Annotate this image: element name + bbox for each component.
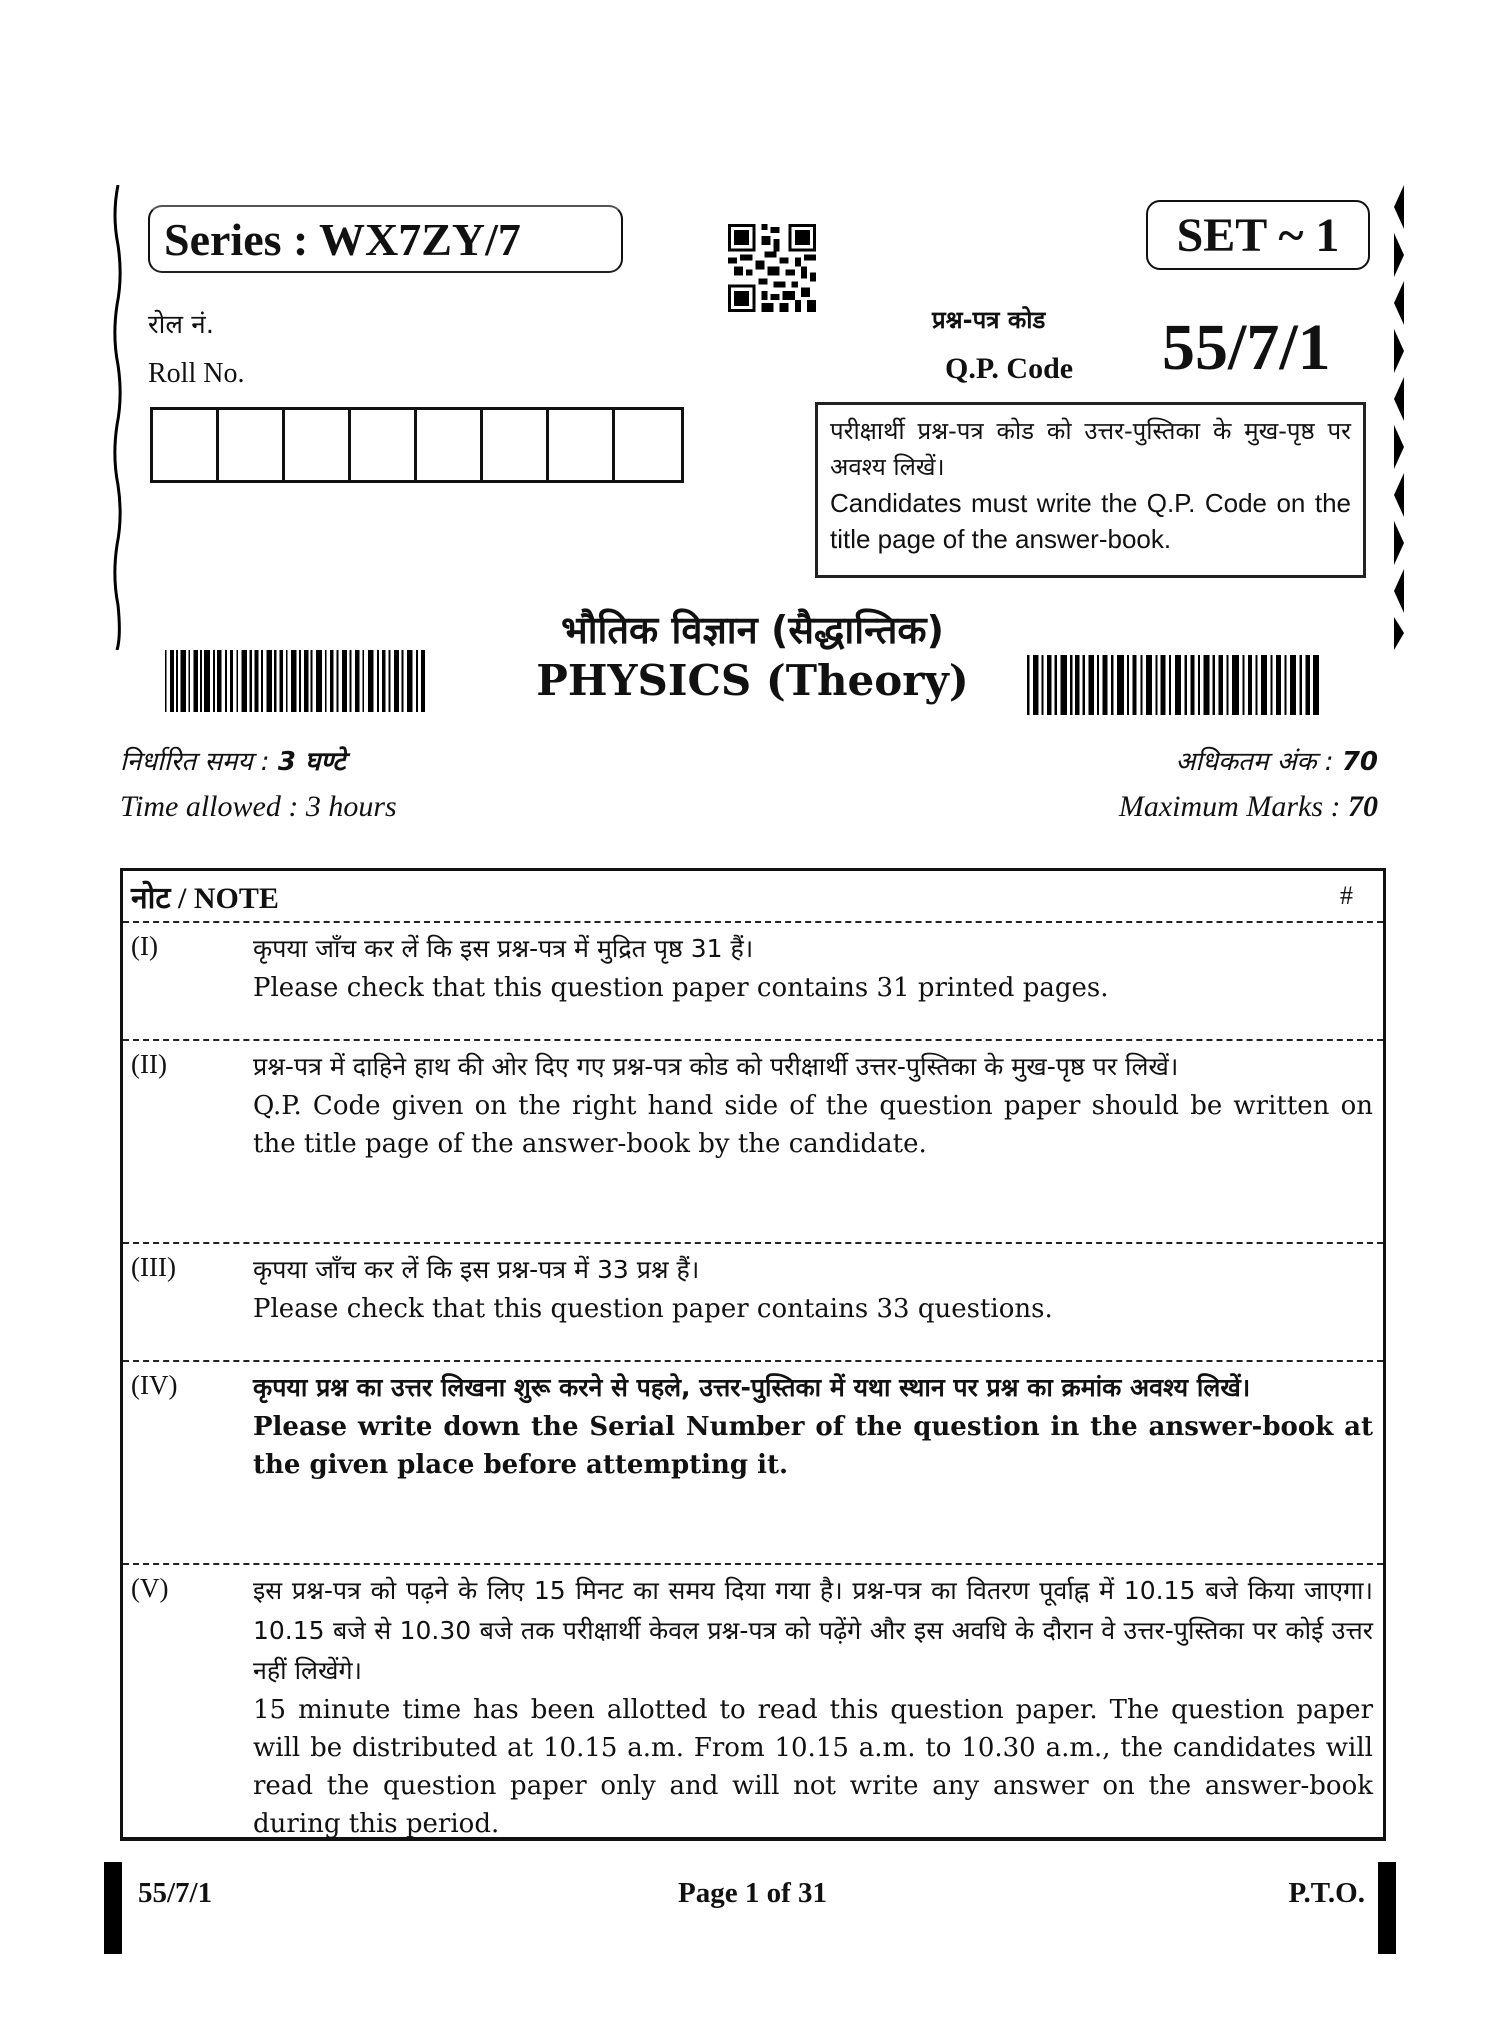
qp-code-label-hindi: प्रश्न-पत्र कोड — [932, 306, 1046, 334]
right-border-decoration-icon — [1390, 185, 1406, 650]
max-marks — [1119, 790, 1378, 824]
subject-title-hindi: भौतिक विज्ञान (सैद्धान्तिक) — [561, 608, 944, 652]
note-item-number: (IV) — [131, 1370, 178, 1400]
note-item-number: (II) — [131, 1049, 167, 1079]
marks-label: Maximum Marks : — [1118, 790, 1348, 823]
qp-code-label: Q.P. Code — [945, 352, 1074, 385]
note-item-number: (III) — [131, 1252, 176, 1282]
time-label-hindi: निर्धारित समय : — [120, 747, 278, 777]
page-number: Page 1 of 31 — [678, 1877, 827, 1909]
time-value-hindi: 3 घण्टे — [277, 747, 346, 777]
footer-qp-code: 55/7/1 — [138, 1877, 213, 1909]
time-allowed — [120, 790, 397, 824]
roll-no-digit-box[interactable] — [417, 410, 483, 480]
note-item-english: Q.P. Code given on the right hand side of the question paper should be written on the title page of the answer-book by the candidate. — [253, 1091, 1373, 1159]
subject-title: PHYSICS (Theory) — [536, 656, 969, 705]
note-title: नोट / NOTE — [131, 881, 279, 915]
roll-no-label-hindi: रोल नं. — [148, 310, 214, 340]
note-item-number: (I) — [131, 931, 158, 961]
set-box — [1146, 200, 1370, 270]
note-item-hindi: कृपया जाँच कर लें कि इस प्रश्न-पत्र में 33 प्रश्न हैं। — [253, 1255, 700, 1284]
roll-no-label: Roll No. — [148, 358, 245, 389]
time-label: Time allowed : — [120, 790, 306, 823]
note-item-hindi: कृपया जाँच कर लें कि इस प्रश्न-पत्र में मुद्रित पृष्ठ 31 हैं। — [253, 934, 754, 963]
barcode-icon — [1027, 655, 1319, 715]
qp-code-value: 55/7/1 — [1162, 311, 1331, 384]
barcode-icon — [165, 650, 425, 712]
note-item-hindi: प्रश्न-पत्र में दाहिने हाथ की ओर दिए गए प्रश्न-पत्र कोड को परीक्षार्थी उत्तर-पुस्तिका के मुख-पृष्ठ पर लिखें। — [253, 1052, 1179, 1081]
roll-no-digit-box[interactable] — [549, 410, 615, 480]
pto-label: P.T.O. — [1288, 1877, 1365, 1909]
roll-no-boxes — [150, 407, 684, 483]
qr-code-icon — [728, 224, 816, 312]
roll-no-digit-box[interactable] — [285, 410, 351, 480]
footer-bar-right — [1378, 1862, 1396, 1954]
hash-symbol: # — [1340, 881, 1353, 910]
note-item-english: Please write down the Serial Number of the question in the answer-book at the given place before attempting it. — [253, 1412, 1373, 1480]
note-item-english: Please check that this question paper contains 31 printed pages. — [253, 973, 1109, 1003]
roll-no-digit-box[interactable] — [219, 410, 285, 480]
roll-no-digit-box[interactable] — [483, 410, 549, 480]
note-item-number: (V) — [131, 1573, 169, 1603]
note-item — [123, 1565, 1383, 1853]
note-item-english: 15 minute time has been allotted to read this question paper. The question paper will be distributed at 10.15 a.m. From 10.15 a.m. to 10.30 a.m., the candidates will read the question paper only and will not write any answer on the answer-book during this period. — [253, 1695, 1373, 1839]
note-item-hindi: कृपया प्रश्न का उत्तर लिखना शुरू करने से पहले, उत्तर-पुस्तिका में यथा स्थान पर प्रश्न का क्रमांक अवश्य लिखें। — [253, 1373, 1251, 1402]
roll-no-digit-box[interactable] — [153, 410, 219, 480]
series-box — [148, 205, 623, 273]
note-item-english: Please check that this question paper contains 33 questions. — [253, 1294, 1053, 1324]
note-item — [123, 1362, 1383, 1565]
note-box — [120, 868, 1386, 1841]
note-item — [123, 923, 1383, 1041]
qp-notice-english: Candidates must write the Q.P. Code on the title page of the answer-book. — [830, 488, 1351, 554]
note-item-hindi: इस प्रश्न-पत्र को पढ़ने के लिए 15 मिनट का समय दिया गया है। प्रश्न-पत्र का वितरण पूर्वाह्न में 10.15 बजे किया जाएगा। 10.15 बजे से 10.30 बजे तक परीक्षार्थी केवल प्रश्न-पत्र को पढ़ेंगे और इस अवधि के दौरान वे उत्तर-पुस्तिका पर कोई उत्तर नहीं लिखेंगे। — [253, 1576, 1373, 1685]
roll-no-digit-box[interactable] — [615, 410, 681, 480]
note-item — [123, 1244, 1383, 1362]
marks-value-hindi: 70 — [1341, 747, 1378, 777]
max-marks-hindi — [1176, 742, 1379, 778]
note-header — [123, 871, 1383, 923]
set-label: SET ~ 1 — [1176, 208, 1340, 262]
series-label: Series : WX7ZY/7 — [164, 213, 521, 265]
left-border-decoration-icon — [112, 185, 122, 650]
qp-code-notice-box — [815, 402, 1366, 578]
marks-label-hindi: अधिकतम अंक : — [1175, 747, 1342, 777]
qp-notice-hindi: परीक्षार्थी प्रश्न-पत्र कोड को उत्तर-पुस्तिका के मुख-पृष्ठ पर अवश्य लिखें। — [830, 417, 1351, 481]
marks-value: 70 — [1348, 790, 1378, 823]
roll-no-digit-box[interactable] — [351, 410, 417, 480]
time-allowed-hindi — [120, 742, 346, 778]
note-item — [123, 1041, 1383, 1244]
time-value: 3 hours — [305, 790, 397, 823]
